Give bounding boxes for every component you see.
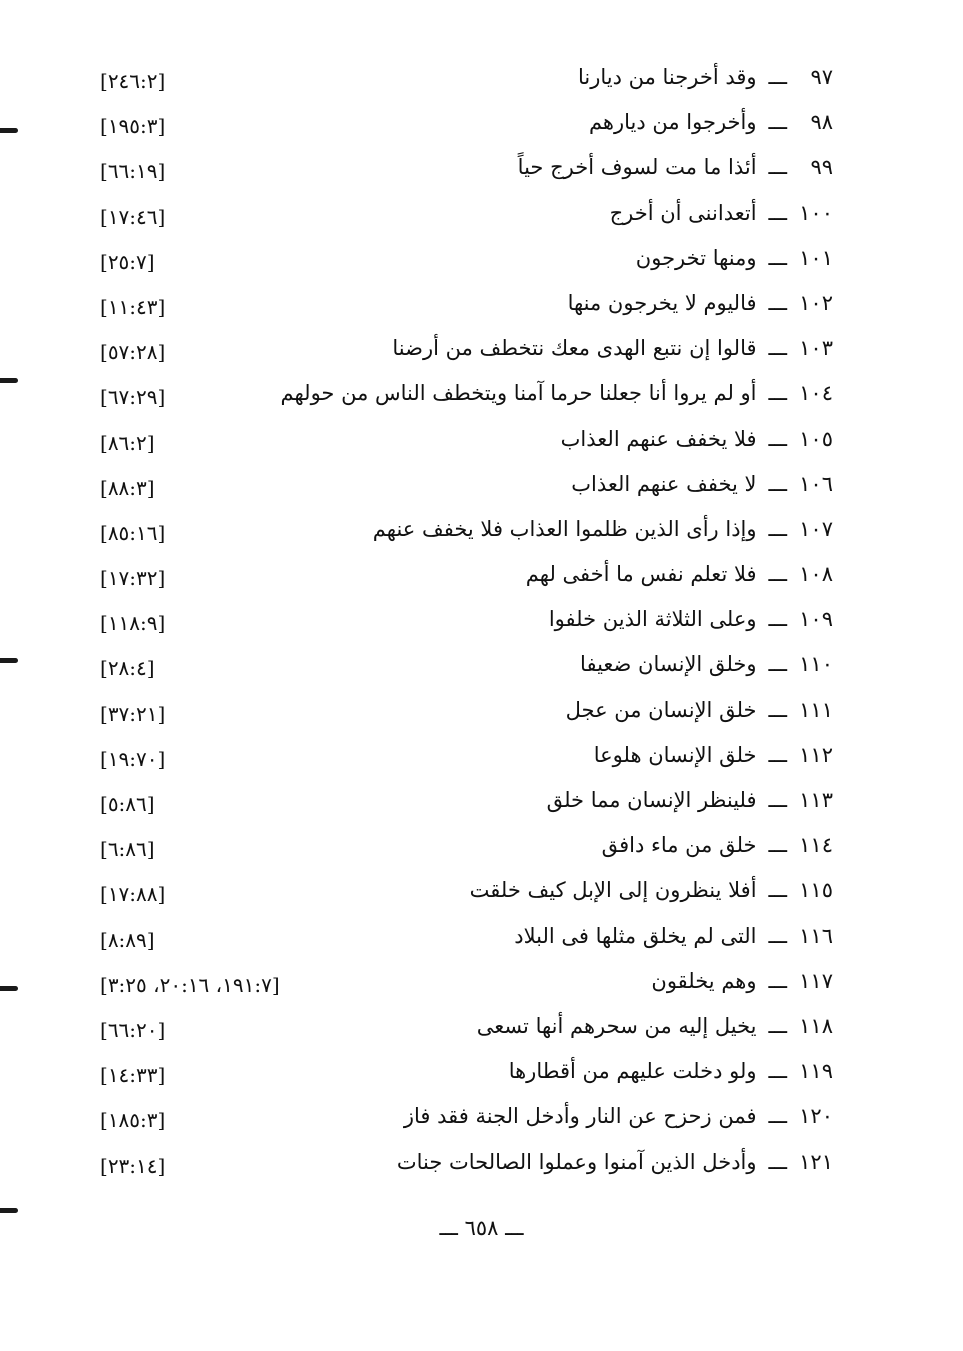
entry-reference: [١٩١:٧، ٢٠:١٦، ٣:٢٥] bbox=[100, 972, 280, 997]
entry-reference: [٢٤٦:٢] bbox=[100, 69, 166, 93]
entry-number: ١٠٤ bbox=[799, 381, 833, 406]
entry-dash: ـــ bbox=[768, 65, 787, 89]
scan-margin-mark bbox=[0, 986, 18, 991]
entry-number: ٩٨ bbox=[810, 110, 833, 135]
entry-reference: [١٧:٨٨] bbox=[100, 882, 166, 907]
entry-text-line bbox=[610, 198, 833, 228]
entry-reference: [٨٥:١٦] bbox=[100, 520, 166, 545]
scan-margin-mark bbox=[0, 658, 18, 663]
entry-dash: ـــ bbox=[768, 155, 787, 180]
entry-number: ١١٤ bbox=[799, 833, 833, 858]
entry-dash: ـــ bbox=[768, 516, 787, 541]
entry-number: ١٠٢ bbox=[799, 290, 833, 315]
entry-text-line bbox=[404, 1101, 833, 1131]
entry-number: ١١٣ bbox=[799, 788, 833, 812]
entry-phrase: لا يخفف عنهم العذاب bbox=[571, 471, 757, 496]
entry-number: ١٠٥ bbox=[799, 426, 833, 451]
entry-text-line bbox=[566, 695, 833, 725]
entry-reference: [٦٦:٢٠] bbox=[100, 1017, 166, 1042]
entry-text-line bbox=[392, 333, 833, 363]
entry-text-line bbox=[509, 1056, 833, 1086]
entry-phrase: خلق الإنسان هلوعا bbox=[593, 742, 757, 767]
entry-text-line bbox=[547, 785, 833, 815]
scan-margin-mark bbox=[0, 128, 18, 133]
entry-number: ١١٢ bbox=[799, 742, 833, 767]
entry-phrase: وهم يخلقون bbox=[651, 968, 757, 993]
list-item bbox=[0, 869, 963, 914]
entry-dash: ـــ bbox=[768, 697, 787, 722]
entry-dash: ـــ bbox=[768, 1013, 787, 1038]
entry-number: ١١١ bbox=[799, 697, 833, 722]
list-item bbox=[0, 508, 963, 553]
list-item bbox=[0, 146, 963, 191]
entry-reference: [١٧:٣٢] bbox=[100, 566, 166, 591]
entry-number: ١١٠ bbox=[799, 652, 833, 677]
list-item bbox=[0, 779, 963, 824]
list-item bbox=[0, 237, 963, 282]
entry-number: ١٠٣ bbox=[799, 336, 833, 361]
entry-text-line bbox=[526, 559, 833, 589]
entry-phrase: وأدخل الذين آمنوا وعملوا الصالحات جنات bbox=[396, 1149, 757, 1174]
entry-dash: ـــ bbox=[768, 742, 787, 767]
entry-phrase: وعلى الثلاثة الذين خلفوا bbox=[548, 607, 757, 632]
entry-dash: ـــ bbox=[768, 336, 787, 361]
entry-number: ١٠٧ bbox=[799, 516, 833, 541]
entry-text-line bbox=[571, 469, 833, 499]
list-item bbox=[0, 824, 963, 869]
scan-margin-mark bbox=[0, 1208, 18, 1213]
entry-text-line bbox=[477, 1011, 833, 1041]
entry-phrase: يخيل إليه من سحرهم أنها تسعى bbox=[476, 1013, 757, 1038]
entry-dash: ـــ bbox=[768, 381, 787, 406]
entry-dash: ـــ bbox=[768, 110, 787, 135]
entry-number: ١١٩ bbox=[799, 1059, 833, 1084]
entry-reference: [١٤:٣٣] bbox=[100, 1063, 166, 1088]
entry-reference: [٦٦:١٩] bbox=[100, 159, 166, 184]
list-item bbox=[0, 734, 963, 779]
entry-dash: ـــ bbox=[768, 833, 787, 858]
entry-reference: [٢٨:٤] bbox=[100, 656, 155, 681]
entry-phrase: التى لم يخلق مثلها فى البلاد bbox=[514, 923, 757, 948]
entry-dash: ـــ bbox=[768, 607, 787, 632]
list-item bbox=[0, 689, 963, 734]
list-item bbox=[0, 643, 963, 688]
entry-phrase: خلق من ماء دافق bbox=[601, 833, 757, 858]
entry-text-line bbox=[470, 875, 833, 905]
entry-phrase: خلق الإنسان من عجل bbox=[565, 697, 757, 722]
entry-text-line bbox=[281, 378, 833, 408]
page-number: ـــ ٦٥٨ ـــ bbox=[439, 1216, 524, 1240]
entry-phrase: قالوا إن نتبع الهدى معك نتخطف من أرضنا bbox=[392, 336, 757, 361]
entry-phrase: أو لم يروا أنا جعلنا حرما آمنا ويتخطف الناس من حولهم bbox=[280, 381, 757, 406]
entry-text-line bbox=[514, 921, 833, 951]
entry-dash: ـــ bbox=[768, 245, 787, 270]
list-item bbox=[0, 56, 963, 101]
entry-text-line bbox=[636, 243, 833, 273]
entry-text-line bbox=[589, 107, 833, 137]
entry-dash: ـــ bbox=[768, 290, 787, 315]
entry-number: ١١٨ bbox=[799, 1013, 833, 1038]
entry-list bbox=[0, 56, 963, 1186]
entry-text-line bbox=[602, 830, 833, 860]
list-item bbox=[0, 915, 963, 960]
entry-dash: ـــ bbox=[768, 426, 787, 451]
entry-dash: ـــ bbox=[768, 923, 787, 948]
entry-text-line bbox=[594, 740, 833, 770]
entry-text-line bbox=[518, 152, 833, 182]
entry-text-line bbox=[651, 966, 833, 996]
entry-text-line bbox=[373, 514, 833, 544]
entry-phrase: ولو دخلت عليهم من أقطارها bbox=[508, 1059, 757, 1084]
entry-dash: ـــ bbox=[768, 1059, 787, 1084]
list-item bbox=[0, 282, 963, 327]
entry-reference: [١٨٥:٣] bbox=[100, 1108, 166, 1133]
list-item bbox=[0, 1050, 963, 1095]
entry-dash: ـــ bbox=[768, 968, 787, 993]
entry-dash: ـــ bbox=[768, 878, 787, 903]
entry-number: ١٠٩ bbox=[799, 607, 833, 632]
entry-reference: [٨٨:٣] bbox=[100, 475, 155, 500]
list-item bbox=[0, 1095, 963, 1140]
entry-text-line bbox=[397, 1147, 833, 1177]
entry-reference: [٨٦:٢] bbox=[100, 430, 155, 455]
list-item bbox=[0, 553, 963, 598]
entry-reference: [١١٨:٩] bbox=[100, 611, 166, 636]
entry-number: ١٠٦ bbox=[799, 471, 833, 496]
entry-phrase: أفلا ينظرون إلى الإبل كيف خلقت bbox=[469, 878, 757, 903]
entry-phrase: أتعداننى أن أخرج bbox=[609, 200, 757, 225]
entry-reference: [٢٣:١٤] bbox=[100, 1153, 166, 1178]
entry-text-line bbox=[549, 604, 833, 634]
entry-dash: ـــ bbox=[768, 200, 787, 225]
entry-dash: ـــ bbox=[768, 1149, 787, 1174]
entry-number: ١١٥ bbox=[799, 878, 833, 903]
entry-phrase: ومنها تخرجون bbox=[635, 245, 757, 270]
entry-number: ١٠٠ bbox=[799, 200, 833, 225]
list-item bbox=[0, 327, 963, 372]
entry-reference: [٥٧:٢٨] bbox=[100, 340, 166, 365]
entry-phrase: وإذا رأى الذين ظلموا العذاب فلا يخفف عنهم bbox=[372, 516, 757, 541]
list-item bbox=[0, 372, 963, 417]
entry-number: ١٠١ bbox=[799, 245, 833, 270]
entry-phrase: فمن زحزح عن النار وأدخل الجنة فقد فاز bbox=[403, 1104, 757, 1129]
entry-reference: [٢٥:٧] bbox=[100, 249, 155, 274]
entry-text-line bbox=[578, 62, 833, 92]
entry-phrase: وقد أخرجنا من ديارنا bbox=[577, 65, 757, 89]
entry-reference: [٦٧:٢٩] bbox=[100, 385, 166, 410]
list-item bbox=[0, 1005, 963, 1050]
entry-dash: ـــ bbox=[768, 652, 787, 677]
entry-reference: [١١:٤٣] bbox=[100, 294, 166, 319]
entry-number: ١١٧ bbox=[799, 968, 833, 993]
list-item bbox=[0, 598, 963, 643]
entry-reference: [١٩:٧٠] bbox=[100, 746, 166, 771]
list-item bbox=[0, 418, 963, 463]
entry-phrase: فلينظر الإنسان مما خلق bbox=[546, 788, 757, 812]
entry-reference: [١٧:٤٦] bbox=[100, 204, 166, 229]
entry-phrase: وأخرجوا من ديارهم bbox=[588, 110, 757, 135]
entry-phrase: أئذا ما مت لسوف أخرج حياً bbox=[517, 155, 757, 180]
entry-text-line bbox=[568, 288, 833, 318]
entry-text-line bbox=[580, 649, 833, 679]
list-item bbox=[0, 463, 963, 508]
entry-dash: ـــ bbox=[768, 471, 787, 496]
entry-reference: [٨:٨٩] bbox=[100, 927, 155, 952]
list-item bbox=[0, 960, 963, 1005]
entry-phrase: فاليوم لا يخرجون منها bbox=[567, 290, 757, 315]
entry-reference: [١٩٥:٣] bbox=[100, 114, 166, 139]
entry-dash: ـــ bbox=[768, 788, 787, 812]
list-item bbox=[0, 192, 963, 237]
entry-phrase: فلا تعلم نفس ما أخفى لهم bbox=[525, 562, 757, 587]
entry-number: ١٢١ bbox=[799, 1149, 833, 1174]
list-item bbox=[0, 101, 963, 146]
entry-number: ١٠٨ bbox=[799, 562, 833, 587]
entry-number: ١٢٠ bbox=[799, 1104, 833, 1129]
entry-number: ٩٧ bbox=[810, 65, 833, 89]
list-item bbox=[0, 1141, 963, 1186]
entry-phrase: فلا يخفف عنهم العذاب bbox=[560, 426, 757, 451]
entry-reference: [٦:٨٦] bbox=[100, 837, 155, 862]
entry-dash: ـــ bbox=[768, 562, 787, 587]
scan-margin-mark bbox=[0, 378, 18, 383]
entry-phrase: وخلق الإنسان ضعيفا bbox=[580, 652, 757, 677]
entry-reference: [٥:٨٦] bbox=[100, 792, 155, 816]
entry-number: ١١٦ bbox=[799, 923, 833, 948]
entry-number: ٩٩ bbox=[810, 155, 833, 180]
entry-reference: [٣٧:٢١] bbox=[100, 701, 166, 726]
entry-dash: ـــ bbox=[768, 1104, 787, 1129]
entry-text-line bbox=[561, 424, 833, 454]
